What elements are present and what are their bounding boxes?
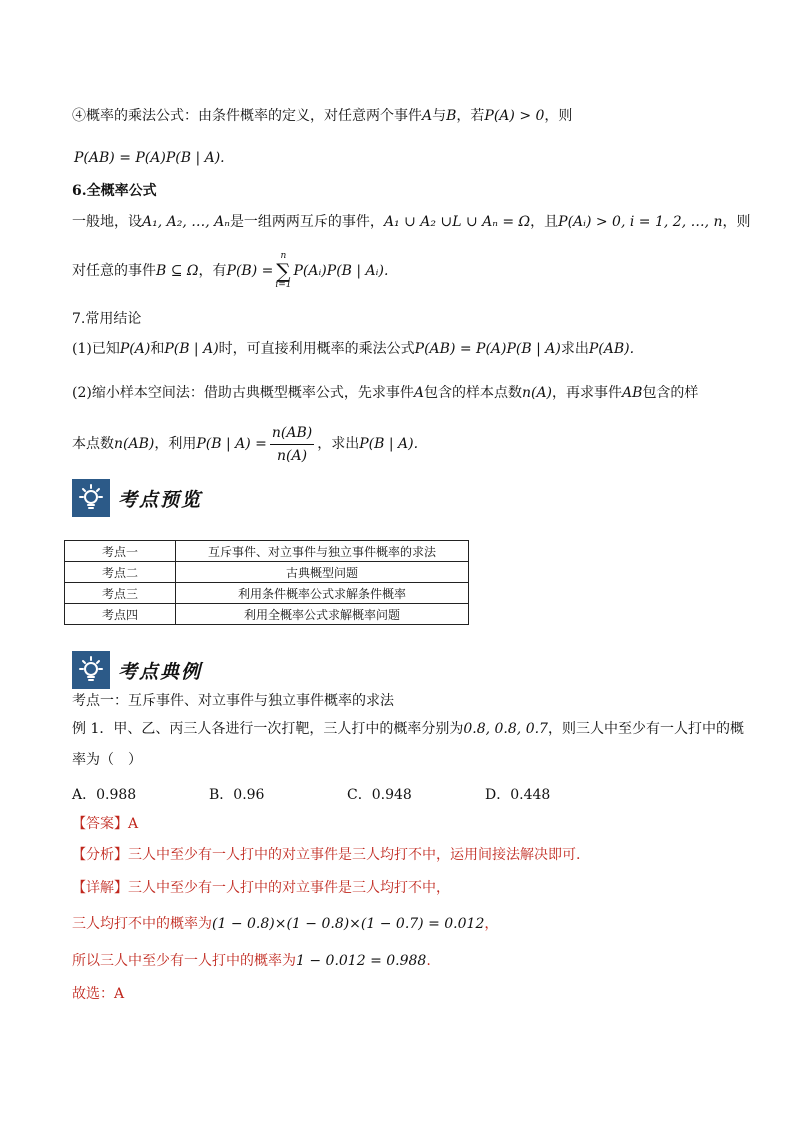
example-question-line1 <box>72 719 744 739</box>
table-row <box>65 604 469 625</box>
detail-line1 <box>72 878 450 898</box>
summation <box>275 252 291 290</box>
math-union: A₁ ∪ A₂ ∪L ∪ Aₙ = Ω <box>383 214 531 230</box>
text: 所以三人中至少有一人打中的概率为 <box>72 953 296 969</box>
examples-banner <box>72 650 202 690</box>
sum-lower: i=1 <box>275 280 292 290</box>
math-probs: 0.8, 0.8, 0.7 <box>463 721 548 737</box>
text: ④概率的乘法公式：由条件概率的定义，对任意两个事件 <box>72 108 422 124</box>
total-prob-line1 <box>72 212 751 232</box>
preview-banner <box>72 478 202 518</box>
table-cell: 考点二 <box>65 562 176 583</box>
detail-line3 <box>72 951 431 971</box>
sum-upper: n <box>280 251 287 261</box>
table-row <box>65 562 469 583</box>
option-d[interactable]: D．0.448 <box>485 787 551 803</box>
text: ，求出 <box>317 436 360 452</box>
total-prob-line2 <box>72 252 388 290</box>
answer-value: A <box>128 816 139 832</box>
text: 三人均打不中的概率为 <box>72 916 212 932</box>
lightbulb-icon <box>72 479 110 517</box>
analysis-line <box>72 845 580 865</box>
multiplication-rule-line <box>72 106 572 126</box>
math-pa: P(A) <box>119 341 151 357</box>
math-events: A₁, A₂, …, Aₙ <box>142 214 230 230</box>
choose-value: A <box>114 986 125 1002</box>
table-row <box>65 541 469 562</box>
text: 本点数 <box>72 436 114 452</box>
math-pab: P(AB). <box>588 341 635 357</box>
text: 例 1．甲、乙、丙三人各进行一次打靶，三人打中的概率分别为 <box>72 721 464 737</box>
table-cell: 利用全概率公式求解概率问题 <box>176 604 469 625</box>
text: 对任意的事件 <box>72 263 156 279</box>
math-nab: n(AB) <box>114 436 155 452</box>
text: 包含的样 <box>642 385 699 401</box>
table-cell: 考点四 <box>65 604 176 625</box>
conclusion-2-cont <box>72 421 418 467</box>
choose-line <box>72 984 124 1004</box>
text: 是一组两两互斥的事件， <box>229 214 384 230</box>
fraction-numerator: n(AB) <box>270 422 314 445</box>
section6-heading: 6.全概率公式 <box>72 183 157 199</box>
banner-title: 考点预览 <box>118 488 203 511</box>
text: 与 <box>432 108 447 124</box>
analysis-label: 【分析】 <box>72 847 128 863</box>
lightbulb-icon <box>72 651 110 689</box>
math-condition: P(Aᵢ) > 0, i = 1, 2, …, n <box>558 214 723 230</box>
text: ，则 <box>722 214 751 230</box>
answer-line <box>72 814 138 834</box>
table-cell: 古典概型问题 <box>176 562 469 583</box>
text: ，且 <box>530 214 559 230</box>
text: . <box>426 953 431 969</box>
table-cell: 考点三 <box>65 583 176 604</box>
text: (1)已知 <box>72 341 120 357</box>
text: 包含的样本点数 <box>423 385 522 401</box>
math-A: A <box>413 385 424 401</box>
answer-label: 【答案】 <box>72 816 128 832</box>
multiplication-formula: P(AB) = P(A)P(B | A). <box>74 150 225 166</box>
table-cell: 考点一 <box>65 541 176 562</box>
section7-heading: 7.常用结论 <box>72 311 142 327</box>
text: ，则 <box>544 108 573 124</box>
choose-label: 故选： <box>72 986 114 1002</box>
analysis-text: 三人中至少有一人打中的对立事件是三人均打不中，运用间接法解决即可. <box>128 847 581 863</box>
table-cell: 互斥事件、对立事件与独立事件概率的求法 <box>176 541 469 562</box>
math-A: A <box>422 108 433 124</box>
text: ，若 <box>456 108 485 124</box>
option-a[interactable]: A．0.988 <box>72 787 137 803</box>
math-lhs: P(B) = <box>226 263 274 279</box>
math-pba: P(B | A) <box>164 341 219 357</box>
table-row <box>65 583 469 604</box>
text: ，有 <box>198 263 227 279</box>
math-B: B <box>446 108 457 124</box>
text: 时，可直接利用概率的乘法公式 <box>218 341 415 357</box>
text: (2)缩小样本空间法：借助古典概型概率公式，先求事件 <box>72 385 414 401</box>
option-b[interactable]: B．0.96 <box>209 787 265 803</box>
math-result: 1 − 0.012 = 0.988 <box>296 953 427 969</box>
text: ，利用 <box>154 436 197 452</box>
text: ， <box>484 916 499 932</box>
math-pba-end: P(B | A). <box>359 436 419 452</box>
topics-table <box>64 540 469 625</box>
text: ，再求事件 <box>552 385 623 401</box>
option-c[interactable]: C．0.948 <box>347 787 412 803</box>
math-AB: AB <box>622 385 643 401</box>
conclusion-1 <box>72 339 634 359</box>
detail-line2 <box>72 914 498 934</box>
detail-text: 三人中至少有一人打中的对立事件是三人均打不中， <box>128 880 450 896</box>
conclusion-2 <box>72 383 698 403</box>
text: ，则三人中至少有一人打中的概 <box>547 721 744 737</box>
math-mult: P(AB) = P(A)P(B | A) <box>414 341 561 357</box>
example-topic: 考点一：互斥事件、对立事件与独立事件概率的求法 <box>72 693 394 709</box>
sum-sign: ∑ <box>276 259 291 283</box>
math-pba-eq: P(B | A) = <box>196 436 267 452</box>
text: 和 <box>150 341 165 357</box>
math-calc: (1 − 0.8)×(1 − 0.8)×(1 − 0.7) = 0.012 <box>212 916 485 932</box>
example-question-line2: 率为（ ） <box>72 752 142 768</box>
fraction-denominator: n(A) <box>277 447 308 464</box>
math-rhs: P(Aᵢ)P(B | Aᵢ). <box>293 263 389 279</box>
banner-title: 考点典例 <box>118 660 203 683</box>
fraction <box>270 422 314 467</box>
math-na: n(A) <box>521 385 553 401</box>
text: 求出 <box>560 341 589 357</box>
detail-label: 【详解】 <box>72 880 128 896</box>
table-cell: 利用条件概率公式求解条件概率 <box>176 583 469 604</box>
math-subset: B ⊆ Ω <box>156 263 199 279</box>
math-condition: P(A) > 0 <box>484 108 545 124</box>
text: 一般地，设 <box>72 214 142 230</box>
